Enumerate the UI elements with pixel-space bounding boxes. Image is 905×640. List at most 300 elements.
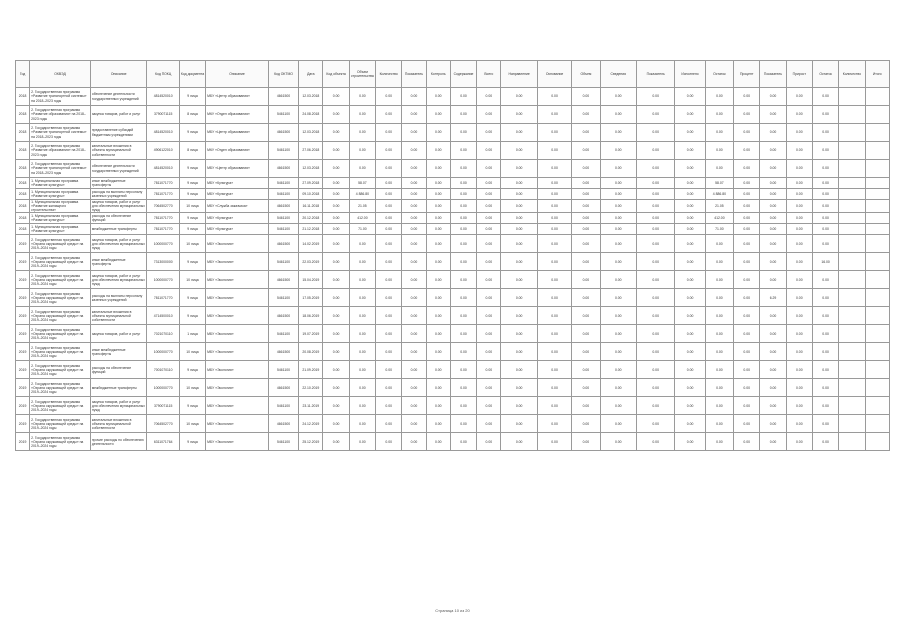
cell-name: МБУ «Культура» — [206, 189, 269, 200]
cell-value: 0.00 — [501, 397, 537, 415]
cell-value: 0.00 — [705, 124, 733, 142]
cell-desc: капитальные вложения в объекты муниципальной собственности — [90, 415, 147, 433]
cell-unit: 9 лица — [179, 289, 205, 307]
cell-okved: 1. Муниципальная программа «Развитие культуры» — [30, 178, 91, 189]
column-header: Остаток — [812, 61, 838, 88]
cell-okved: 1. Муниципальная программа «Развитие культуры» — [30, 213, 91, 224]
cell-unit: 1 лица — [179, 325, 205, 343]
cell-value: 0.00 — [786, 88, 812, 106]
cell-value: 0.00 — [426, 379, 450, 397]
cell-desc: иные межбюджетные трансферты — [90, 343, 147, 361]
cell-okved: 2. Государственная программа «Охрана окружающей среды» на 2019–2024 годы — [30, 415, 91, 433]
cell-value: 0.00 — [402, 271, 426, 289]
cell-unit: 10 лица — [179, 235, 205, 253]
cell-code: 4814520010 — [147, 88, 179, 106]
cell-value: 0.00 — [760, 379, 786, 397]
cell-oktmo: 4661500 — [268, 160, 298, 178]
cell-value: 0.00 — [786, 289, 812, 307]
cell-okved: 2. Государственная программа «Охрана окружающей среды» на 2019–2024 годы — [30, 343, 91, 361]
cell-value: 0.00 — [675, 343, 705, 361]
cell-code: 1000000770 — [147, 343, 179, 361]
cell-unit: 9 лица — [179, 253, 205, 271]
cell-value: 0.00 — [501, 433, 537, 451]
cell-value: 0.00 — [450, 235, 476, 253]
cell-value: 0.00 — [734, 106, 760, 124]
cell-okved: 2. Государственная программа «Развитие транспортной системы» на 2018–2023 годы — [30, 160, 91, 178]
cell-value: 0.00 — [426, 200, 450, 213]
cell-value: 0.00 — [376, 224, 402, 235]
cell-unit: 8 лица — [179, 142, 205, 160]
table-row — [16, 343, 890, 361]
cell-value: 0.00 — [376, 88, 402, 106]
cell-desc: обеспечение деятельности государственных учреждений — [90, 160, 147, 178]
cell-value: 0.00 — [705, 160, 733, 178]
cell-value: 0.00 — [501, 142, 537, 160]
column-header: Количество — [376, 61, 402, 88]
cell-oktmo: 4661500 — [268, 235, 298, 253]
cell-value: 0.00 — [537, 142, 571, 160]
cell-value: 0.00 — [636, 189, 674, 200]
cell-value: 0.00 — [402, 224, 426, 235]
cell-oktmo: 5461100 — [268, 361, 298, 379]
cell-value: 0.00 — [812, 397, 838, 415]
column-header: Остаток — [705, 61, 733, 88]
cell-value: 0.00 — [760, 271, 786, 289]
column-header: Исполнено — [675, 61, 705, 88]
cell-value: 0.00 — [812, 307, 838, 325]
cell-value: 0.00 — [376, 213, 402, 224]
cell-empty — [865, 213, 889, 224]
cell-value: 0.00 — [450, 361, 476, 379]
cell-value: 0.00 — [786, 106, 812, 124]
cell-value: 0.00 — [450, 224, 476, 235]
cell-code: 4714500010 — [147, 307, 179, 325]
cell-date: 16.11.2018 — [299, 200, 323, 213]
cell-value: 0.00 — [675, 124, 705, 142]
cell-unit: 10 лица — [179, 343, 205, 361]
cell-value: 0.00 — [636, 343, 674, 361]
cell-value: 0.00 — [450, 379, 476, 397]
cell-value: 0.00 — [572, 213, 600, 224]
cell-value: 0.00 — [812, 142, 838, 160]
cell-value: 0.00 — [477, 200, 501, 213]
cell-value: 0.00 — [426, 271, 450, 289]
cell-value: 0.00 — [786, 253, 812, 271]
cell-date: 18.06.2019 — [299, 307, 323, 325]
cell-value: 0.00 — [760, 160, 786, 178]
cell-value: 0.00 — [537, 235, 571, 253]
cell-value: 0.00 — [501, 379, 537, 397]
cell-okved: 2. Государственная программа «Охрана окружающей среды» на 2019–2024 годы — [30, 235, 91, 253]
cell-value: 0.00 — [537, 379, 571, 397]
cell-value: 0.00 — [376, 433, 402, 451]
cell-date: 21.09.2019 — [299, 361, 323, 379]
cell-empty — [839, 124, 865, 142]
cell-value: 0.00 — [705, 142, 733, 160]
cell-value: 0.00 — [760, 224, 786, 235]
cell-value: 0.00 — [812, 325, 838, 343]
cell-empty — [839, 235, 865, 253]
cell-value: 0.00 — [675, 415, 705, 433]
cell-value: 0.00 — [734, 200, 760, 213]
cell-value: 0.00 — [323, 433, 349, 451]
cell-value: 0.00 — [636, 379, 674, 397]
cell-value: 0.00 — [323, 213, 349, 224]
cell-date: 12.03.2018 — [299, 160, 323, 178]
cell-value: 71.00 — [705, 224, 733, 235]
cell-name: МКУ «Отдел образования» — [206, 142, 269, 160]
cell-value: 0.00 — [450, 178, 476, 189]
cell-value: 0.00 — [376, 189, 402, 200]
cell-unit: 8 лица — [179, 106, 205, 124]
cell-value: 0.00 — [675, 142, 705, 160]
cell-value: 0.00 — [636, 142, 674, 160]
cell-year: 2018 — [16, 106, 30, 124]
cell-desc: иные межбюджетные трансферты — [90, 178, 147, 189]
cell-value: 0.00 — [477, 415, 501, 433]
cell-value: 4 886.80 — [349, 189, 375, 200]
cell-value: 0.00 — [600, 200, 636, 213]
cell-empty — [865, 224, 889, 235]
cell-value: 0.00 — [501, 289, 537, 307]
cell-okved: 2. Государственная программа «Охрана окружающей среды» на 2019–2024 годы — [30, 271, 91, 289]
cell-unit: 10 лица — [179, 415, 205, 433]
cell-value: 0.00 — [760, 433, 786, 451]
table-row — [16, 200, 890, 213]
cell-value: 0.00 — [734, 343, 760, 361]
cell-date: 24.08.2018 — [299, 106, 323, 124]
cell-desc: прочие расходы по обеспечению деятельности — [90, 433, 147, 451]
cell-empty — [839, 325, 865, 343]
cell-value: 0.00 — [426, 343, 450, 361]
cell-oktmo: 5461100 — [268, 142, 298, 160]
cell-value: 0.00 — [572, 178, 600, 189]
cell-name: МБУ «Экология» — [206, 325, 269, 343]
cell-code: 1000000770 — [147, 235, 179, 253]
cell-year: 2019 — [16, 415, 30, 433]
cell-value: 0.00 — [705, 289, 733, 307]
cell-code: 7021070110 — [147, 325, 179, 343]
cell-value: 0.00 — [734, 433, 760, 451]
cell-value: 0.00 — [675, 361, 705, 379]
table-header-row — [16, 61, 890, 88]
cell-okved: 2. Государственная программа «Развитие транспортной системы» на 2018–2023 годы — [30, 88, 91, 106]
cell-value: 0.00 — [349, 160, 375, 178]
cell-value: 0.00 — [402, 178, 426, 189]
cell-oktmo: 5461100 — [268, 178, 298, 189]
cell-desc: закупка товаров, работ и услуг для обеспечения муниципальных нужд — [90, 397, 147, 415]
cell-empty — [839, 343, 865, 361]
cell-year: 2019 — [16, 325, 30, 343]
cell-value: 0.00 — [323, 178, 349, 189]
cell-value: 0.00 — [376, 307, 402, 325]
cell-value: 0.00 — [450, 200, 476, 213]
cell-value: 0.00 — [734, 224, 760, 235]
cell-value: 0.00 — [323, 289, 349, 307]
cell-empty — [865, 361, 889, 379]
cell-value: 0.00 — [402, 235, 426, 253]
cell-value: 0.00 — [349, 235, 375, 253]
cell-value: 0.00 — [572, 271, 600, 289]
cell-value: 0.00 — [636, 289, 674, 307]
cell-value: 0.00 — [450, 106, 476, 124]
cell-value: 0.00 — [572, 124, 600, 142]
cell-empty — [839, 361, 865, 379]
cell-value: 0.00 — [323, 415, 349, 433]
cell-value: 58.07 — [349, 178, 375, 189]
cell-value: 0.00 — [572, 142, 600, 160]
cell-value: 0.00 — [760, 124, 786, 142]
cell-value: 0.00 — [600, 271, 636, 289]
cell-value: 0.00 — [600, 325, 636, 343]
cell-value: 0.00 — [477, 88, 501, 106]
cell-value: 0.00 — [376, 106, 402, 124]
cell-code: 1000000770 — [147, 379, 179, 397]
cell-date: 19.07.2019 — [299, 325, 323, 343]
cell-okved: 2. Государственная программа «Охрана окружающей среды» на 2019–2024 годы — [30, 325, 91, 343]
cell-value: 0.00 — [349, 307, 375, 325]
cell-name: МБУ «Экология» — [206, 433, 269, 451]
cell-desc: закупка товаров, работ и услуг для обеспечения муниципальных нужд — [90, 235, 147, 253]
cell-value: 0.00 — [760, 235, 786, 253]
cell-value: 0.00 — [376, 379, 402, 397]
cell-value: 0.00 — [734, 253, 760, 271]
cell-oktmo: 5461100 — [268, 224, 298, 235]
cell-value: 0.00 — [450, 397, 476, 415]
cell-value: 6.29 — [760, 289, 786, 307]
cell-value: 0.00 — [760, 189, 786, 200]
cell-desc: расходы на выплаты персоналу казенных учреждений — [90, 289, 147, 307]
cell-name: МБУ «Центр образования» — [206, 88, 269, 106]
cell-oktmo: 5461100 — [268, 325, 298, 343]
cell-okved: 2. Государственная программа «Охрана окружающей среды» на 2019–2024 годы — [30, 379, 91, 397]
cell-empty — [865, 433, 889, 451]
cell-code: 4814520010 — [147, 160, 179, 178]
cell-name: МБУ «Служба заказчика» — [206, 200, 269, 213]
cell-value: 0.00 — [537, 271, 571, 289]
cell-value: 0.00 — [572, 160, 600, 178]
table-row — [16, 253, 890, 271]
cell-unit: 10 лица — [179, 200, 205, 213]
cell-year: 2019 — [16, 433, 30, 451]
cell-value: 0.00 — [477, 178, 501, 189]
cell-name: МБУ «Центр образования» — [206, 160, 269, 178]
table-row — [16, 307, 890, 325]
cell-code: 4814520010 — [147, 124, 179, 142]
cell-value: 0.00 — [734, 397, 760, 415]
column-header: Описание — [90, 61, 147, 88]
table-row — [16, 397, 890, 415]
cell-value: 0.00 — [376, 124, 402, 142]
cell-value: 0.00 — [501, 343, 537, 361]
cell-year: 2019 — [16, 289, 30, 307]
cell-code: 3790071115 — [147, 106, 179, 124]
cell-value: 0.00 — [426, 142, 450, 160]
cell-code: 7811071770 — [147, 289, 179, 307]
cell-value: 0.00 — [450, 289, 476, 307]
cell-value: 0.00 — [636, 253, 674, 271]
cell-value: 0.00 — [537, 361, 571, 379]
cell-value: 0.00 — [812, 213, 838, 224]
column-header: Показатель — [402, 61, 426, 88]
cell-value: 0.00 — [402, 88, 426, 106]
column-header: Сведения — [600, 61, 636, 88]
cell-value: 0.00 — [349, 325, 375, 343]
cell-value: 0.00 — [349, 433, 375, 451]
cell-okved: 2. Государственная программа «Развитие образования» на 2018–2023 годы — [30, 106, 91, 124]
cell-desc: обеспечение деятельности государственных учреждений — [90, 88, 147, 106]
cell-okved: 1. Муниципальная программа «Развитие культуры» — [30, 189, 91, 200]
cell-value: 21.05 — [705, 200, 733, 213]
cell-value: 0.00 — [426, 88, 450, 106]
cell-code: 1000000770 — [147, 271, 179, 289]
column-header: Объем строительства — [349, 61, 375, 88]
cell-value: 0.00 — [537, 289, 571, 307]
cell-value: 0.00 — [537, 224, 571, 235]
table-row — [16, 433, 890, 451]
cell-value: 0.00 — [477, 433, 501, 451]
cell-date: 12.03.2018 — [299, 88, 323, 106]
cell-date: 17.05.2019 — [299, 289, 323, 307]
cell-value: 0.00 — [734, 271, 760, 289]
cell-desc: расходы на выплаты персоналу казенных учреждений — [90, 189, 147, 200]
cell-year: 2019 — [16, 253, 30, 271]
cell-value: 0.00 — [450, 343, 476, 361]
cell-code: 6311071764 — [147, 433, 179, 451]
cell-value: 0.00 — [376, 397, 402, 415]
cell-value: 0.00 — [376, 178, 402, 189]
cell-value: 0.00 — [376, 200, 402, 213]
cell-value: 4 886.80 — [705, 189, 733, 200]
cell-value: 0.00 — [376, 253, 402, 271]
cell-value: 0.00 — [349, 415, 375, 433]
cell-year: 2019 — [16, 235, 30, 253]
cell-year: 2018 — [16, 200, 30, 213]
cell-value: 0.00 — [402, 142, 426, 160]
cell-value: 0.00 — [734, 325, 760, 343]
cell-okved: 1. Муниципальная программа «Развитие жилищного строительства» — [30, 200, 91, 213]
cell-empty — [839, 106, 865, 124]
cell-value: 0.00 — [675, 433, 705, 451]
cell-value: 0.00 — [812, 124, 838, 142]
cell-year: 2018 — [16, 124, 30, 142]
cell-date: 27.09.2018 — [299, 178, 323, 189]
cell-value: 0.00 — [600, 307, 636, 325]
cell-value: 0.00 — [705, 397, 733, 415]
column-header: Основание — [537, 61, 571, 88]
cell-value: 0.00 — [760, 325, 786, 343]
cell-desc: закупка товаров, работ и услуг — [90, 106, 147, 124]
cell-desc: закупка товаров, работ и услуг — [90, 325, 147, 343]
table-row — [16, 224, 890, 235]
cell-value: 0.00 — [786, 160, 812, 178]
cell-value: 0.00 — [450, 124, 476, 142]
cell-value: 0.00 — [477, 379, 501, 397]
cell-value: 0.00 — [501, 124, 537, 142]
cell-value: 0.00 — [572, 200, 600, 213]
cell-year: 2019 — [16, 397, 30, 415]
cell-date: 21.12.2018 — [299, 224, 323, 235]
cell-value: 0.00 — [426, 178, 450, 189]
cell-value: 0.00 — [572, 224, 600, 235]
cell-year: 2018 — [16, 213, 30, 224]
cell-empty — [839, 142, 865, 160]
cell-value: 0.00 — [600, 178, 636, 189]
cell-value: 0.00 — [402, 106, 426, 124]
cell-value: 0.00 — [734, 178, 760, 189]
cell-value: 0.00 — [426, 433, 450, 451]
cell-oktmo: 5461100 — [268, 189, 298, 200]
cell-empty — [865, 88, 889, 106]
column-header: Направление — [501, 61, 537, 88]
cell-value: 0.00 — [636, 200, 674, 213]
cell-value: 0.00 — [323, 200, 349, 213]
cell-unit: 9 лица — [179, 213, 205, 224]
cell-value: 0.00 — [376, 343, 402, 361]
cell-value: 0.00 — [426, 235, 450, 253]
cell-value: 0.00 — [600, 415, 636, 433]
cell-value: 0.00 — [349, 271, 375, 289]
cell-value: 0.00 — [323, 142, 349, 160]
cell-value: 0.00 — [501, 200, 537, 213]
cell-value: 0.00 — [572, 307, 600, 325]
cell-value: 0.00 — [786, 178, 812, 189]
cell-value: 0.00 — [426, 289, 450, 307]
cell-value: 0.00 — [426, 253, 450, 271]
cell-value: 0.00 — [477, 160, 501, 178]
cell-value: 0.00 — [349, 397, 375, 415]
cell-value: 0.00 — [572, 189, 600, 200]
cell-value: 0.00 — [450, 433, 476, 451]
cell-code: 3790071115 — [147, 397, 179, 415]
cell-value: 16.00 — [812, 253, 838, 271]
cell-value: 0.00 — [501, 106, 537, 124]
cell-desc: расходы на обеспечение функций — [90, 213, 147, 224]
cell-value: 0.00 — [675, 397, 705, 415]
cell-value: 0.00 — [760, 142, 786, 160]
cell-value: 0.00 — [537, 253, 571, 271]
cell-value: 0.00 — [477, 124, 501, 142]
cell-value: 0.00 — [636, 307, 674, 325]
table-row — [16, 178, 890, 189]
cell-value: 0.00 — [675, 235, 705, 253]
cell-year: 2019 — [16, 271, 30, 289]
cell-okved: 2. Государственная программа «Охрана окружающей среды» на 2019–2024 годы — [30, 307, 91, 325]
cell-value: 0.00 — [426, 160, 450, 178]
cell-value: 0.00 — [450, 415, 476, 433]
cell-value: 0.00 — [812, 88, 838, 106]
cell-name: МБУ «Экология» — [206, 379, 269, 397]
table-row — [16, 106, 890, 124]
cell-value: 0.00 — [323, 343, 349, 361]
cell-value: 0.00 — [426, 325, 450, 343]
cell-value: 0.00 — [572, 106, 600, 124]
cell-value: 0.00 — [705, 343, 733, 361]
cell-value: 0.00 — [786, 142, 812, 160]
cell-empty — [839, 415, 865, 433]
cell-value: 0.00 — [812, 271, 838, 289]
cell-name: МБУ «Экология» — [206, 361, 269, 379]
cell-empty — [865, 235, 889, 253]
table-row — [16, 415, 890, 433]
cell-value: 0.00 — [402, 325, 426, 343]
cell-value: 0.00 — [600, 289, 636, 307]
column-header: ОКВЭД — [30, 61, 91, 88]
page-footer: Страница 10 из 20 — [435, 608, 470, 613]
cell-name: МБУ «Экология» — [206, 397, 269, 415]
cell-value: 0.00 — [734, 142, 760, 160]
cell-value: 0.00 — [600, 224, 636, 235]
